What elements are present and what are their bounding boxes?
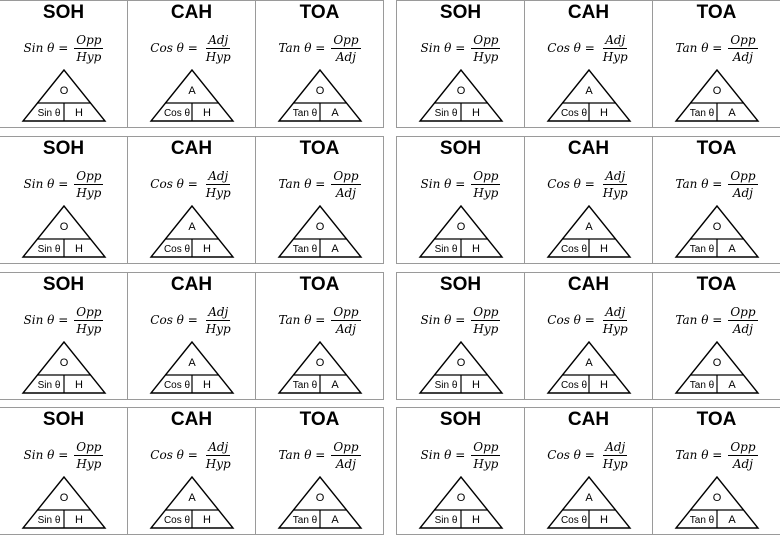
formula-lhs: Sin θ = [23,448,69,462]
triangle-right-label: H [202,514,211,526]
formula-triangle-icon [22,476,106,530]
triangle-left-label: Cos θ [560,515,587,526]
formula-triangle-icon [419,205,503,259]
fraction-numerator: Opp [76,32,102,47]
triangle-top-label: O [456,221,465,233]
formula-triangle-icon [150,69,234,123]
fraction-numerator: Adj [208,304,229,319]
formula-fraction [74,305,103,336]
formula-triangle-icon [278,205,362,259]
fraction-numerator: Opp [730,439,756,454]
triangle-left-label: Cos θ [560,244,587,255]
fraction-numerator: Opp [333,168,359,183]
formula-triangle-icon [675,205,759,259]
formula-triangle-icon [547,205,631,259]
triangle-left-label: Tan θ [689,380,714,391]
triangle-left-label: Tan θ [292,380,317,391]
formula-lhs: Tan θ = [675,313,723,327]
formula-lhs: Cos θ = [547,448,595,462]
fraction-denominator: Hyp [76,185,102,200]
formula-fraction [74,440,103,471]
trig-cell-toa [652,1,780,127]
fraction-denominator: Hyp [205,49,231,64]
triangle-left-label: Cos θ [163,244,190,255]
formula-fraction [728,440,757,471]
fraction-denominator: Hyp [473,321,499,336]
triangle-right-label: A [727,514,736,526]
triangle-left-label: Tan θ [689,244,714,255]
fraction-denominator: Hyp [76,49,102,64]
formula-fraction [601,440,630,471]
trig-card [0,272,384,400]
fraction-numerator: Adj [605,304,626,319]
formula-triangle-icon [150,341,234,395]
triangle-top-label: A [584,85,593,97]
formula-lhs: Cos θ = [547,177,595,191]
fraction-denominator: Hyp [602,456,628,471]
formula-triangle-icon [547,69,631,123]
trig-formula [256,437,383,473]
formula-triangle-icon [675,341,759,395]
triangle-right-label: H [471,243,480,255]
trig-card [396,136,780,264]
formula-triangle-icon [22,341,106,395]
trig-formula [128,302,255,338]
mnemonic-title: TOA [696,409,737,430]
trig-formula [653,30,780,66]
formula-triangle-icon [419,69,503,123]
triangle-left-label: Cos θ [163,380,190,391]
trig-card [0,0,384,128]
fraction-denominator: Hyp [76,456,102,471]
formula-triangle-icon [22,69,106,123]
formula-fraction [331,440,360,471]
triangle-top-label: A [584,357,593,369]
trig-formula [0,437,127,473]
triangle-right-label: H [599,379,608,391]
triangle-top-label: A [187,85,196,97]
formula-triangle-icon [547,341,631,395]
formula-triangle-icon [278,341,362,395]
triangle-right-label: H [74,107,83,119]
trig-cell-cah [127,408,255,534]
trig-card [0,407,384,535]
mnemonic-title: TOA [696,2,737,23]
formula-fraction [204,305,233,336]
trig-cell-soh [0,408,127,534]
formula-lhs: Cos θ = [150,448,198,462]
trig-formula [653,437,780,473]
triangle-top-label: O [59,85,68,97]
formula-lhs: Cos θ = [150,177,198,191]
formula-lhs: Tan θ = [278,41,326,55]
triangle-top-label: O [315,357,324,369]
trig-formula [525,302,652,338]
mnemonic-title: CAH [567,409,610,430]
mnemonic-title: SOH [439,409,482,430]
fraction-denominator: Adj [335,49,356,64]
triangle-top-label: O [59,357,68,369]
triangle-left-label: Sin θ [37,244,60,255]
fraction-numerator: Adj [208,32,229,47]
formula-fraction [728,169,757,200]
formula-fraction [601,169,630,200]
fraction-denominator: Adj [732,49,753,64]
triangle-right-label: H [599,514,608,526]
triangle-left-label: Cos θ [560,380,587,391]
formula-lhs: Cos θ = [547,41,595,55]
formula-lhs: Tan θ = [675,448,723,462]
mnemonic-title: SOH [42,274,85,295]
trig-cell-toa [652,273,780,399]
trig-card [396,272,780,400]
triangle-right-label: H [202,107,211,119]
mnemonic-title: SOH [439,2,482,23]
trig-cell-cah [127,1,255,127]
formula-fraction [74,33,103,64]
formula-triangle-icon [419,476,503,530]
trig-formula [653,166,780,202]
triangle-right-label: H [599,243,608,255]
triangle-top-label: O [456,492,465,504]
mnemonic-title: CAH [170,409,213,430]
mnemonic-title: SOH [42,409,85,430]
triangle-right-label: H [74,379,83,391]
mnemonic-title: CAH [170,138,213,159]
triangle-left-label: Cos θ [560,108,587,119]
fraction-numerator: Opp [333,439,359,454]
triangle-top-label: A [187,492,196,504]
mnemonic-title: CAH [170,2,213,23]
triangle-right-label: A [330,243,339,255]
triangle-left-label: Tan θ [689,108,714,119]
formula-fraction [728,33,757,64]
formula-lhs: Cos θ = [547,313,595,327]
triangle-left-label: Cos θ [163,108,190,119]
fraction-denominator: Hyp [473,185,499,200]
trig-formula [128,30,255,66]
triangle-right-label: A [330,379,339,391]
fraction-denominator: Adj [335,456,356,471]
triangle-top-label: O [456,85,465,97]
trig-cell-toa [255,408,383,534]
formula-lhs: Tan θ = [278,448,326,462]
fraction-numerator: Opp [473,168,499,183]
formula-lhs: Sin θ = [23,177,69,191]
fraction-denominator: Adj [732,185,753,200]
fraction-numerator: Adj [605,439,626,454]
triangle-right-label: A [727,379,736,391]
fraction-denominator: Hyp [602,49,628,64]
formula-lhs: Tan θ = [675,177,723,191]
formula-lhs: Sin θ = [420,313,466,327]
triangle-top-label: O [712,357,721,369]
mnemonic-title: CAH [170,274,213,295]
trig-card [396,407,780,535]
triangle-left-label: Sin θ [434,380,457,391]
triangle-left-label: Sin θ [434,108,457,119]
formula-triangle-icon [675,69,759,123]
triangle-top-label: O [59,492,68,504]
fraction-denominator: Hyp [205,321,231,336]
mnemonic-title: TOA [299,2,340,23]
mnemonic-title: CAH [567,138,610,159]
triangle-left-label: Tan θ [292,108,317,119]
triangle-top-label: O [315,221,324,233]
trig-cell-cah [127,137,255,263]
trig-cell-cah [524,408,652,534]
trig-cell-soh [0,273,127,399]
trig-formula [397,166,524,202]
formula-fraction [601,305,630,336]
trig-formula [0,30,127,66]
fraction-numerator: Opp [730,32,756,47]
formula-lhs: Sin θ = [23,41,69,55]
trig-formula [128,166,255,202]
trig-cell-soh [397,1,524,127]
triangle-top-label: A [584,492,593,504]
formula-fraction [471,33,500,64]
triangle-top-label: O [712,85,721,97]
mnemonic-title: SOH [42,138,85,159]
trig-formula [128,437,255,473]
fraction-denominator: Adj [732,321,753,336]
formula-lhs: Cos θ = [150,313,198,327]
formula-fraction [204,169,233,200]
formula-triangle-icon [150,476,234,530]
mnemonic-title: SOH [439,138,482,159]
fraction-numerator: Opp [473,304,499,319]
triangle-right-label: H [202,379,211,391]
trig-formula [525,437,652,473]
fraction-denominator: Hyp [205,456,231,471]
triangle-left-label: Sin θ [37,515,60,526]
triangle-top-label: O [315,85,324,97]
trig-cell-toa [255,1,383,127]
formula-fraction [204,440,233,471]
fraction-numerator: Adj [605,32,626,47]
mnemonic-title: SOH [42,2,85,23]
mnemonic-title: TOA [299,274,340,295]
formula-lhs: Sin θ = [420,41,466,55]
formula-lhs: Tan θ = [278,313,326,327]
trig-formula [256,302,383,338]
mnemonic-title: CAH [567,274,610,295]
fraction-denominator: Hyp [602,321,628,336]
trig-card [396,0,780,128]
triangle-left-label: Sin θ [434,515,457,526]
triangle-left-label: Sin θ [434,244,457,255]
formula-fraction [204,33,233,64]
formula-lhs: Tan θ = [675,41,723,55]
triangle-right-label: A [727,107,736,119]
fraction-numerator: Adj [208,168,229,183]
triangle-left-label: Sin θ [37,380,60,391]
fraction-numerator: Opp [333,32,359,47]
formula-fraction [331,169,360,200]
formula-fraction [471,440,500,471]
fraction-denominator: Adj [335,185,356,200]
formula-lhs: Tan θ = [278,177,326,191]
trig-card [0,136,384,264]
triangle-top-label: O [712,492,721,504]
trig-formula [0,302,127,338]
fraction-numerator: Opp [333,304,359,319]
trig-formula [525,166,652,202]
formula-fraction [331,305,360,336]
mnemonic-title: TOA [299,409,340,430]
fraction-numerator: Opp [730,168,756,183]
formula-lhs: Sin θ = [23,313,69,327]
triangle-top-label: A [187,221,196,233]
fraction-denominator: Hyp [76,321,102,336]
formula-fraction [471,305,500,336]
formula-fraction [728,305,757,336]
fraction-denominator: Hyp [473,456,499,471]
trig-cell-cah [524,1,652,127]
triangle-right-label: A [727,243,736,255]
triangle-right-label: H [471,379,480,391]
formula-triangle-icon [419,341,503,395]
triangle-top-label: O [59,221,68,233]
trig-cell-toa [652,408,780,534]
formula-lhs: Sin θ = [420,448,466,462]
fraction-numerator: Opp [76,304,102,319]
trig-formula [397,437,524,473]
triangle-left-label: Sin θ [37,108,60,119]
formula-triangle-icon [675,476,759,530]
fraction-numerator: Opp [76,168,102,183]
triangle-right-label: H [202,243,211,255]
fraction-numerator: Adj [605,168,626,183]
mnemonic-title: TOA [696,138,737,159]
trig-cell-soh [0,137,127,263]
triangle-right-label: H [471,514,480,526]
formula-triangle-icon [278,476,362,530]
formula-fraction [331,33,360,64]
formula-triangle-icon [150,205,234,259]
trig-formula [397,302,524,338]
triangle-top-label: O [456,357,465,369]
fraction-numerator: Opp [76,439,102,454]
trig-formula [256,166,383,202]
formula-lhs: Cos θ = [150,41,198,55]
formula-fraction [601,33,630,64]
trig-formula [256,30,383,66]
triangle-left-label: Tan θ [689,515,714,526]
fraction-numerator: Adj [208,439,229,454]
trig-cell-cah [127,273,255,399]
fraction-numerator: Opp [473,439,499,454]
triangle-right-label: H [74,514,83,526]
triangle-right-label: A [330,107,339,119]
trig-formula [397,30,524,66]
fraction-denominator: Hyp [205,185,231,200]
fraction-denominator: Adj [335,321,356,336]
trig-formula [0,166,127,202]
trig-cell-cah [524,137,652,263]
trig-cell-soh [397,273,524,399]
trig-cell-toa [652,137,780,263]
formula-triangle-icon [22,205,106,259]
triangle-left-label: Tan θ [292,244,317,255]
fraction-numerator: Opp [730,304,756,319]
trig-cell-cah [524,273,652,399]
triangle-top-label: O [315,492,324,504]
triangle-right-label: A [330,514,339,526]
formula-triangle-icon [547,476,631,530]
mnemonic-title: CAH [567,2,610,23]
triangle-top-label: O [712,221,721,233]
trig-cell-toa [255,273,383,399]
triangle-right-label: H [74,243,83,255]
triangle-left-label: Tan θ [292,515,317,526]
triangle-right-label: H [471,107,480,119]
trig-cell-soh [397,137,524,263]
mnemonic-title: TOA [696,274,737,295]
trig-formula [525,30,652,66]
trig-cell-soh [397,408,524,534]
triangle-top-label: A [584,221,593,233]
triangle-right-label: H [599,107,608,119]
triangle-left-label: Cos θ [163,515,190,526]
formula-fraction [74,169,103,200]
fraction-numerator: Opp [473,32,499,47]
mnemonic-title: TOA [299,138,340,159]
formula-fraction [471,169,500,200]
fraction-denominator: Adj [732,456,753,471]
trig-cell-toa [255,137,383,263]
triangle-top-label: A [187,357,196,369]
formula-lhs: Sin θ = [420,177,466,191]
trig-cell-soh [0,1,127,127]
mnemonic-title: SOH [439,274,482,295]
formula-triangle-icon [278,69,362,123]
fraction-denominator: Hyp [602,185,628,200]
trig-formula [653,302,780,338]
fraction-denominator: Hyp [473,49,499,64]
